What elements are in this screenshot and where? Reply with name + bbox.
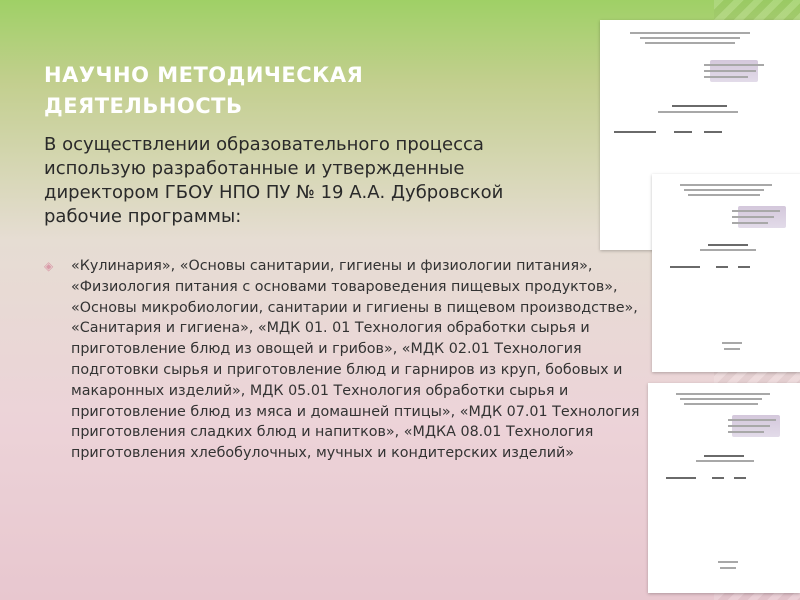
- bullet-icon: ◈: [44, 259, 54, 273]
- intro-paragraph: В осуществлении образовательного процесса использую разработанные и утвержденные директором ГБОУ НПО ПУ № 19 А.А. Дубровской рабочие программы:: [44, 134, 504, 227]
- slide-title: НАУЧНО МЕТОДИЧЕСКАЯ ДЕЯТЕЛЬНОСТЬ: [44, 63, 364, 118]
- document-scan-3: [648, 383, 800, 593]
- document-scan-2: [652, 174, 800, 372]
- program-list: [44, 256, 644, 464]
- program-list-text: «Кулинария», «Основы санитарии, гигиены и физиологии питания», «Физиология питания с основами товароведения пищевых продуктов», «Основы микробиологии, санитарии и гигиены в пищевом производстве», «Санитария и гигиена», «МДК 01. 01 Технология обработки сырья и приготовление блюд из овощей и грибов», «МДК 02.01 Технология подготовки сырья и приготовление блюд и гарниров из круп, бобовых и макаронных изделий», МДК 05.01 Технология обработки сырья и приготовление блюд из мяса и домашней птицы», «МДК 07.01 Технология приготовления сладких блюд и напитков», «МДКА 08.01 Технология приготовления хлебобулочных, мучных и кондитерских изделий»: [71, 258, 640, 462]
